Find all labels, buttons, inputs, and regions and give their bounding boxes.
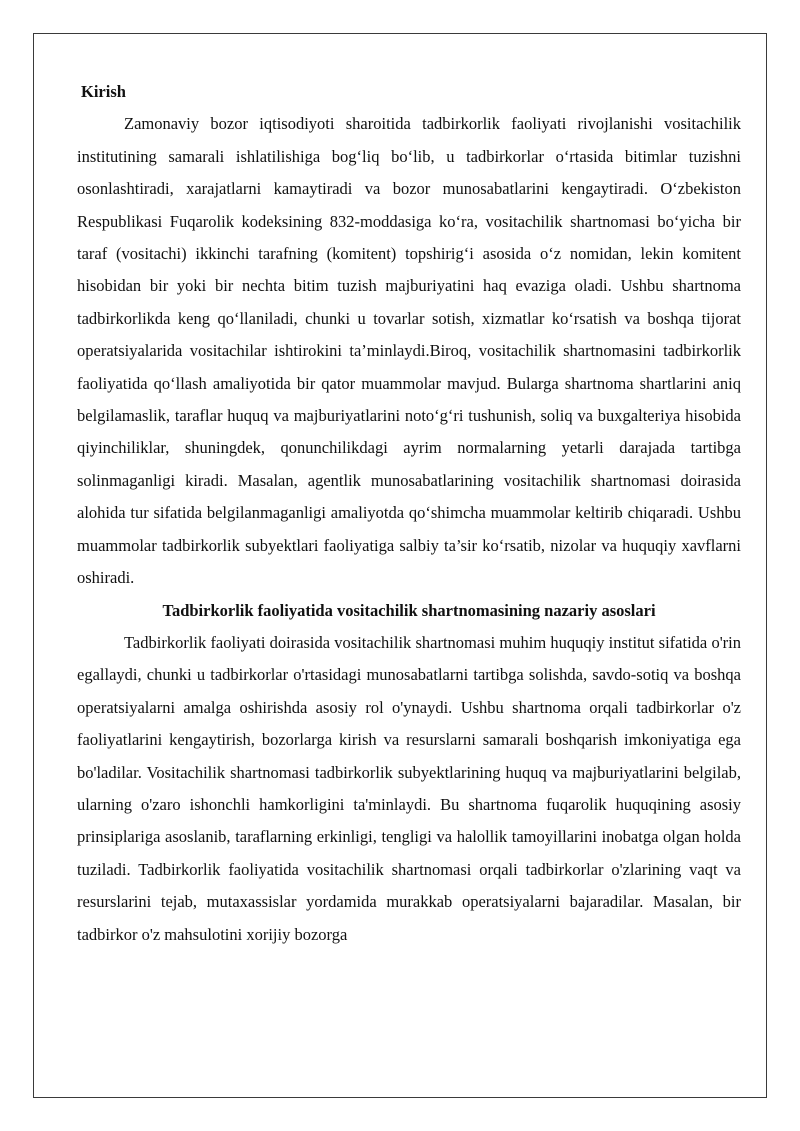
paragraph-intro: Zamonaviy bozor iqtisodiyoti sharoitida tadbirkorlik faoliyati rivojlanishi vositachilik institutining samarali ishlatilishiga bog‘liq bo‘lib, u tadbirkorlar o‘rtasida bitimlar tuzishni osonlashtiradi, xarajatlarni kamaytiradi va bozor munosabatlarini kengaytiradi. O‘zbekiston Respublikasi Fuqarolik kodeksining 832-moddasiga ko‘ra, vositachilik shartnomasi bo‘yicha bir taraf (vositachi) ikkinchi tarafning (komitent) topshirig‘i asosida o‘z nomidan, lekin komitent hisobidan bir yoki bir nechta bitim tuzish majburiyatini haq evaziga oladi. Ushbu shartnoma tadbirkorlikda keng qo‘llaniladi, chunki u tovarlar sotish, xizmatlar ko‘rsatish va boshqa tijorat operatsiyalarida vositachilar ishtirokini ta’minlaydi.Biroq, vositachilik shartnomasini tadbirkorlik faoliyatida qo‘llash amaliyotida bir qator muammolar mavjud. Bularga shartnoma shartlarini aniq belgilamaslik, taraflar huquq va majburiyatlarini noto‘g‘ri tushunish, soliq va buxgalteriya hisobida qiyinchiliklar, shuningdek, qonunchilikdagi ayrim normalarning yetarli darajada tartibga solinmaganligi kiradi. Masalan, agentlik munosabatlarining vositachilik shartnomasi doirasida alohida tur sifatida belgilanmaganligi amaliyotda qo‘shimcha muammolar keltirib chiqaradi. Ushbu muammolar tadbirkorlik subyektlari faoliyatiga salbiy ta’sir ko‘rsatib, nizolar va huquqiy xavflarni oshiradi. <box>77 114 741 588</box>
paragraph-theory: Tadbirkorlik faoliyati doirasida vositachilik shartnomasi muhim huquqiy institut sifatida o'rin egallaydi, chunki u tadbirkorlar o'rtasidagi munosabatlarni tartibga solishda, savdo-sotiq va boshqa operatsiyalarni amalga oshirishda asosiy rol o'ynaydi. Ushbu shartnoma orqali tadbirkorlar o'z faoliyatlarini kengaytirish, bozorlarga kirish va resurslarni samarali boshqarish imkoniyatiga ega bo'ladilar. Vositachilik shartnomasi tadbirkorlik subyektlarining huquq va majburiyatlarini belgilab, ularning o'zaro ishonchli hamkorligini ta'minlaydi. Bu shartnoma fuqarolik huquqining asosiy prinsiplariga asoslanib, taraflarning erkinligi, tengligi va halollik tamoyillarini inobatga olgan holda tuziladi. Tadbirkorlik faoliyatida vositachilik shartnomasi orqali tadbirkorlar o'zlarining vaqt va resurslarini tejab, mutaxassislar yordamida murakkab operatsiyalarni bajaradilar. Masalan, bir tadbirkor o'z mahsulotini xorijiy bozorga <box>77 632 741 944</box>
document-body <box>77 76 741 951</box>
section-heading-intro: Kirish <box>81 82 126 101</box>
section-heading-theory: Tadbirkorlik faoliyatida vositachilik shartnomasining nazariy asoslari <box>162 600 656 620</box>
